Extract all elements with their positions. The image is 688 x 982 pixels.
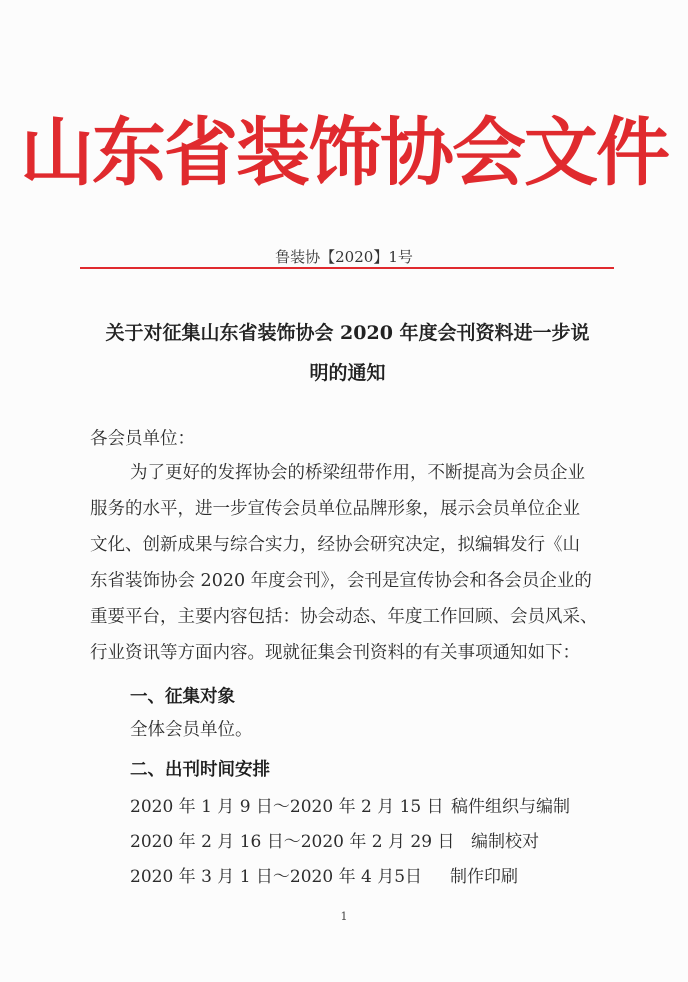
body-line-2: 服务的水平，进一步宣传会员单位品牌形象，展示会员单位企业	[90, 499, 580, 519]
schedule-task: 稿件组织与编制	[451, 797, 570, 817]
schedule-period: 2020 年 1 月 9 日～2020 年 2 月 15 日	[130, 797, 444, 817]
page-number: 1	[340, 910, 348, 923]
title-line-1: 关于对征集山东省装饰协会 2020 年度会刊资料进一步说	[105, 322, 590, 344]
body-line-5: 重要平台，主要内容包括：协会动态、年度工作回顾、会员风采、	[90, 607, 598, 627]
document-title	[85, 313, 610, 393]
schedule-row	[130, 862, 518, 887]
body-line-6: 行业资讯等方面内容。现就征集会刊资料的有关事项通知如下：	[90, 643, 580, 663]
title-line-2: 明的通知	[309, 362, 386, 384]
masthead-title: 山东省装饰协会文件	[20, 110, 668, 196]
schedule-row	[130, 792, 570, 817]
section-1-text: 全体会员单位。	[130, 720, 253, 740]
schedule-task: 制作印刷	[450, 867, 518, 887]
schedule-period: 2020 年 2 月 16 日～2020 年 2 月 29 日	[130, 832, 455, 852]
schedule-period: 2020 年 3 月 1 日～2020 年 4 月5日	[130, 867, 423, 887]
section-2-heading: 二、出刊时间安排	[130, 760, 270, 780]
body-line-1: 为了更好的发挥协会的桥梁纽带作用，不断提高为会员企业	[130, 463, 585, 483]
schedule-row	[130, 827, 539, 852]
red-divider-line	[80, 267, 614, 269]
section-1-heading: 一、征集对象	[130, 687, 235, 707]
salutation: 各会员单位：	[90, 429, 195, 449]
body-line-4: 东省装饰协会 2020 年度会刊》，会刊是宣传协会和各会员企业的	[90, 571, 592, 591]
document-number: 鲁装协【2020】1号	[275, 248, 413, 266]
body-line-3: 文化、创新成果与综合实力，经协会研究决定，拟编辑发行《山	[90, 535, 580, 555]
schedule-task: 编制校对	[471, 832, 539, 852]
